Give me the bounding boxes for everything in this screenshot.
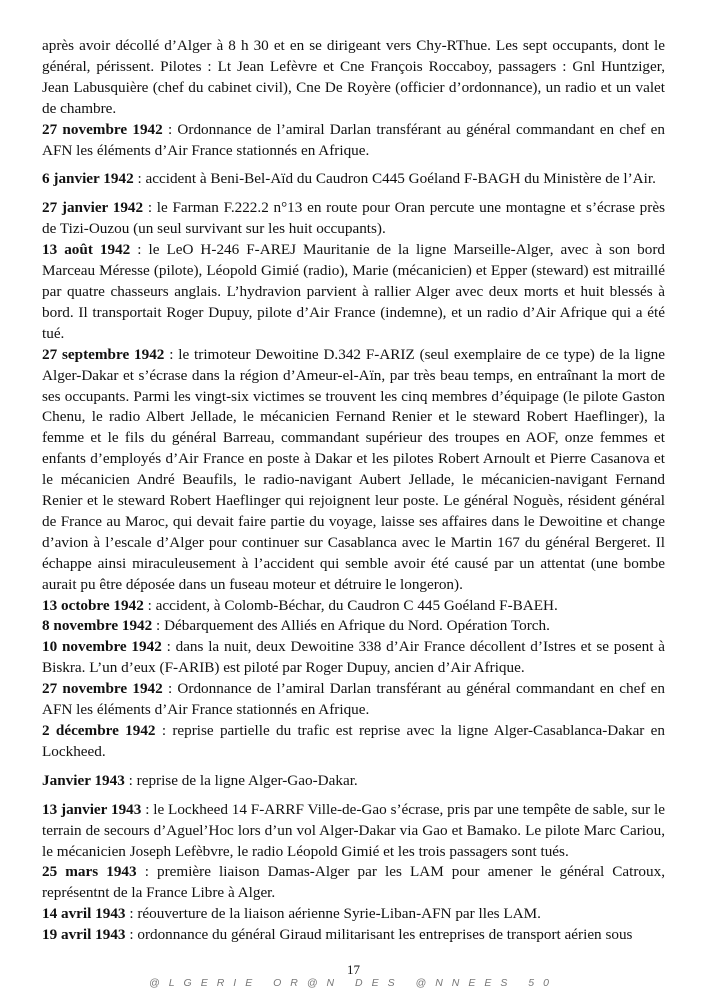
paragraph-text: : Ordonnance de l’amiral Darlan transférant au général commandant en chef en AFN les éléments d’Air France stationnés en Afrique. xyxy=(42,120,665,159)
paragraph-date: 6 janvier 1942 xyxy=(42,170,134,188)
paragraph-date: 8 novembre 1942 xyxy=(42,617,153,635)
paragraph-date: 14 avril 1943 xyxy=(42,905,126,923)
paragraph-date: 27 septembre 1942 xyxy=(42,345,165,363)
document-body xyxy=(42,36,665,946)
paragraph xyxy=(42,925,665,946)
paragraph-date: 27 novembre 1942 xyxy=(42,120,163,138)
paragraph-text: : accident à Beni-Bel-Aïd du Caudron C445 Goéland F-BAGH du Ministère de l’Air. xyxy=(133,170,656,188)
paragraph-date: 2 décembre 1942 xyxy=(42,722,156,739)
paragraph-text: : le Farman F.222.2 n°13 en route pour Oran percute une montagne et s’écrase près de Tizi-Ouzou (un seul survivant sur les huit occupants). xyxy=(42,199,665,238)
paragraph xyxy=(42,120,665,162)
paragraph-date: 13 janvier 1943 xyxy=(42,800,142,818)
paragraph xyxy=(42,862,665,904)
paragraph xyxy=(42,721,665,763)
paragraph xyxy=(42,616,665,637)
paragraph-text: : réouverture de la liaison aérienne Syrie-Liban-AFN par lles LAM. xyxy=(125,905,541,923)
paragraph-date: 27 janvier 1942 xyxy=(42,199,144,217)
paragraph-text: : Ordonnance de l’amiral Darlan transférant au général commandant en chef en AFN les éléments d’Air France stationnés en Afrique. xyxy=(42,680,665,719)
paragraph-text: après avoir décollé d’Alger à 8 h 30 et en se dirigeant vers Chy-RThue. Les sept occupants, dont le général, périssent. Pilotes : Lt Jean Lefèvre et Cne François Roccaboy, passagers : Gnl Huntziger, Jean Labusquière (chef du cabinet civil), Cne De Royère (officier d’ordonnance), un radio et un valet de chambre. xyxy=(42,37,665,117)
paragraph-date: Janvier 1943 xyxy=(42,771,125,789)
paragraph-text: : reprise de la ligne Alger-Gao-Dakar. xyxy=(124,771,358,789)
paragraph xyxy=(42,240,665,345)
paragraph xyxy=(42,679,665,721)
paragraph xyxy=(42,596,665,617)
paragraph xyxy=(42,637,665,679)
paragraph xyxy=(42,345,665,596)
paragraph xyxy=(42,771,665,792)
paragraph xyxy=(42,169,665,190)
paragraph-text: : dans la nuit, deux Dewoitine 338 d’Air France décollent d’Istres et se posent à Biskra. L’un d’eux (F-ARIB) est piloté par Roger Dupuy, ancien d’Air Afrique. xyxy=(42,638,665,677)
paragraph-text: : première liaison Damas-Alger par les LAM pour amener le général Catroux, représentnt de la France Libre à Alger. xyxy=(42,863,665,902)
paragraph-date: 10 novembre 1942 xyxy=(42,638,162,656)
paragraph xyxy=(42,36,665,120)
paragraph-text: : le LeO H-246 F-AREJ Mauritanie de la ligne Marseille-Alger, avec à son bord Marceau Méresse (pilote), Léopold Gimié (radio), Marie (mécanicien) et Epper (steward) est mitraillé par quatre chasseurs anglais. L’hydravion parvient à rallier Alger avec deux morts et huit blessés à bord. Il transportait Roger Dupuy, pilote d’Air France (indemne), et un radio d’Air Afrique qui a été tué. xyxy=(42,241,665,342)
paragraph-text: : reprise partielle du trafic est reprise avec la ligne Alger-Casablanca-Dakar en Lockheed. xyxy=(42,722,665,760)
paragraph-date: 19 avril 1943 xyxy=(42,926,126,944)
page-footer: @LGERIE OR@N DES @NNEES 50 xyxy=(149,977,558,989)
paragraph-text: : le trimoteur Dewoitine D.342 F-ARIZ (seul exemplaire de ce type) de la ligne Alger-Dakar et s’écrase dans la région d’Ameur-el-Aïn, par très beau temps, en entraînant la mort de ses occupants. Parmi les vingt-six victimes se trouvent les cinq membres d’équipage (le pilote Gaston Chenu, le radio Albert Jellade, le mécanicien Fernand Renier et le steward Robert Haeflinger), la femme et le fils du général Barreau, commandant supérieur des troupes en AOF, onze femmes et enfants d’employés d’Air France en poste à Dakar et les pilotes Robert Arnoult et Pierre Casanova et le mécanicien André Beaufils, le radio-navigant Aubert Jellade, le mécanicien-navigant Fernand Renier et le steward Robert Haeflinger qui rejoignent leur poste. Le général Noguès, résident général de France au Maroc, qui devait faire partie du voyage, laisse ses affaires dans le Dewoitine et change d’avion à l’escale d’Alger pour continuer sur Casablanca avec le Martin 167 du général Bergeret. Il échappe ainsi miraculeusement à l’accident qui semble avoir été causé par un attentat (une bombe aurait pu être déposée dans un fuseau moteur et détruire le longeron). xyxy=(42,345,665,593)
paragraph-text: : le Lockheed 14 F-ARRF Ville-de-Gao s’écrase, pris par une tempête de sable, sur le terrain de secours d’Aguel’Hoc lors d’un vol Alger-Dakar via Gao et Bamako. Le pilote Marc Cariou, le mécanicien Joseph Lefèbvre, le radio Léopold Gimié et les trois passagers sont tués. xyxy=(42,800,665,860)
paragraph xyxy=(42,904,665,925)
paragraph-text: : accident, à Colomb-Béchar, du Caudron C 445 Goéland F-BAEH. xyxy=(143,596,558,614)
paragraph xyxy=(42,198,665,240)
paragraph-date: 25 mars 1943 xyxy=(42,863,137,881)
paragraph-date: 27 novembre 1942 xyxy=(42,680,163,698)
page-number: 17 xyxy=(347,962,360,977)
paragraph-date: 13 août 1942 xyxy=(42,241,131,259)
paragraph-text: : Débarquement des Alliés en Afrique du Nord. Opération Torch. xyxy=(152,617,550,635)
paragraph-text: : ordonnance du général Giraud militarisant les entreprises de transport aérien sous xyxy=(125,926,633,944)
paragraph-date: 13 octobre 1942 xyxy=(42,596,144,614)
paragraph xyxy=(42,800,665,863)
